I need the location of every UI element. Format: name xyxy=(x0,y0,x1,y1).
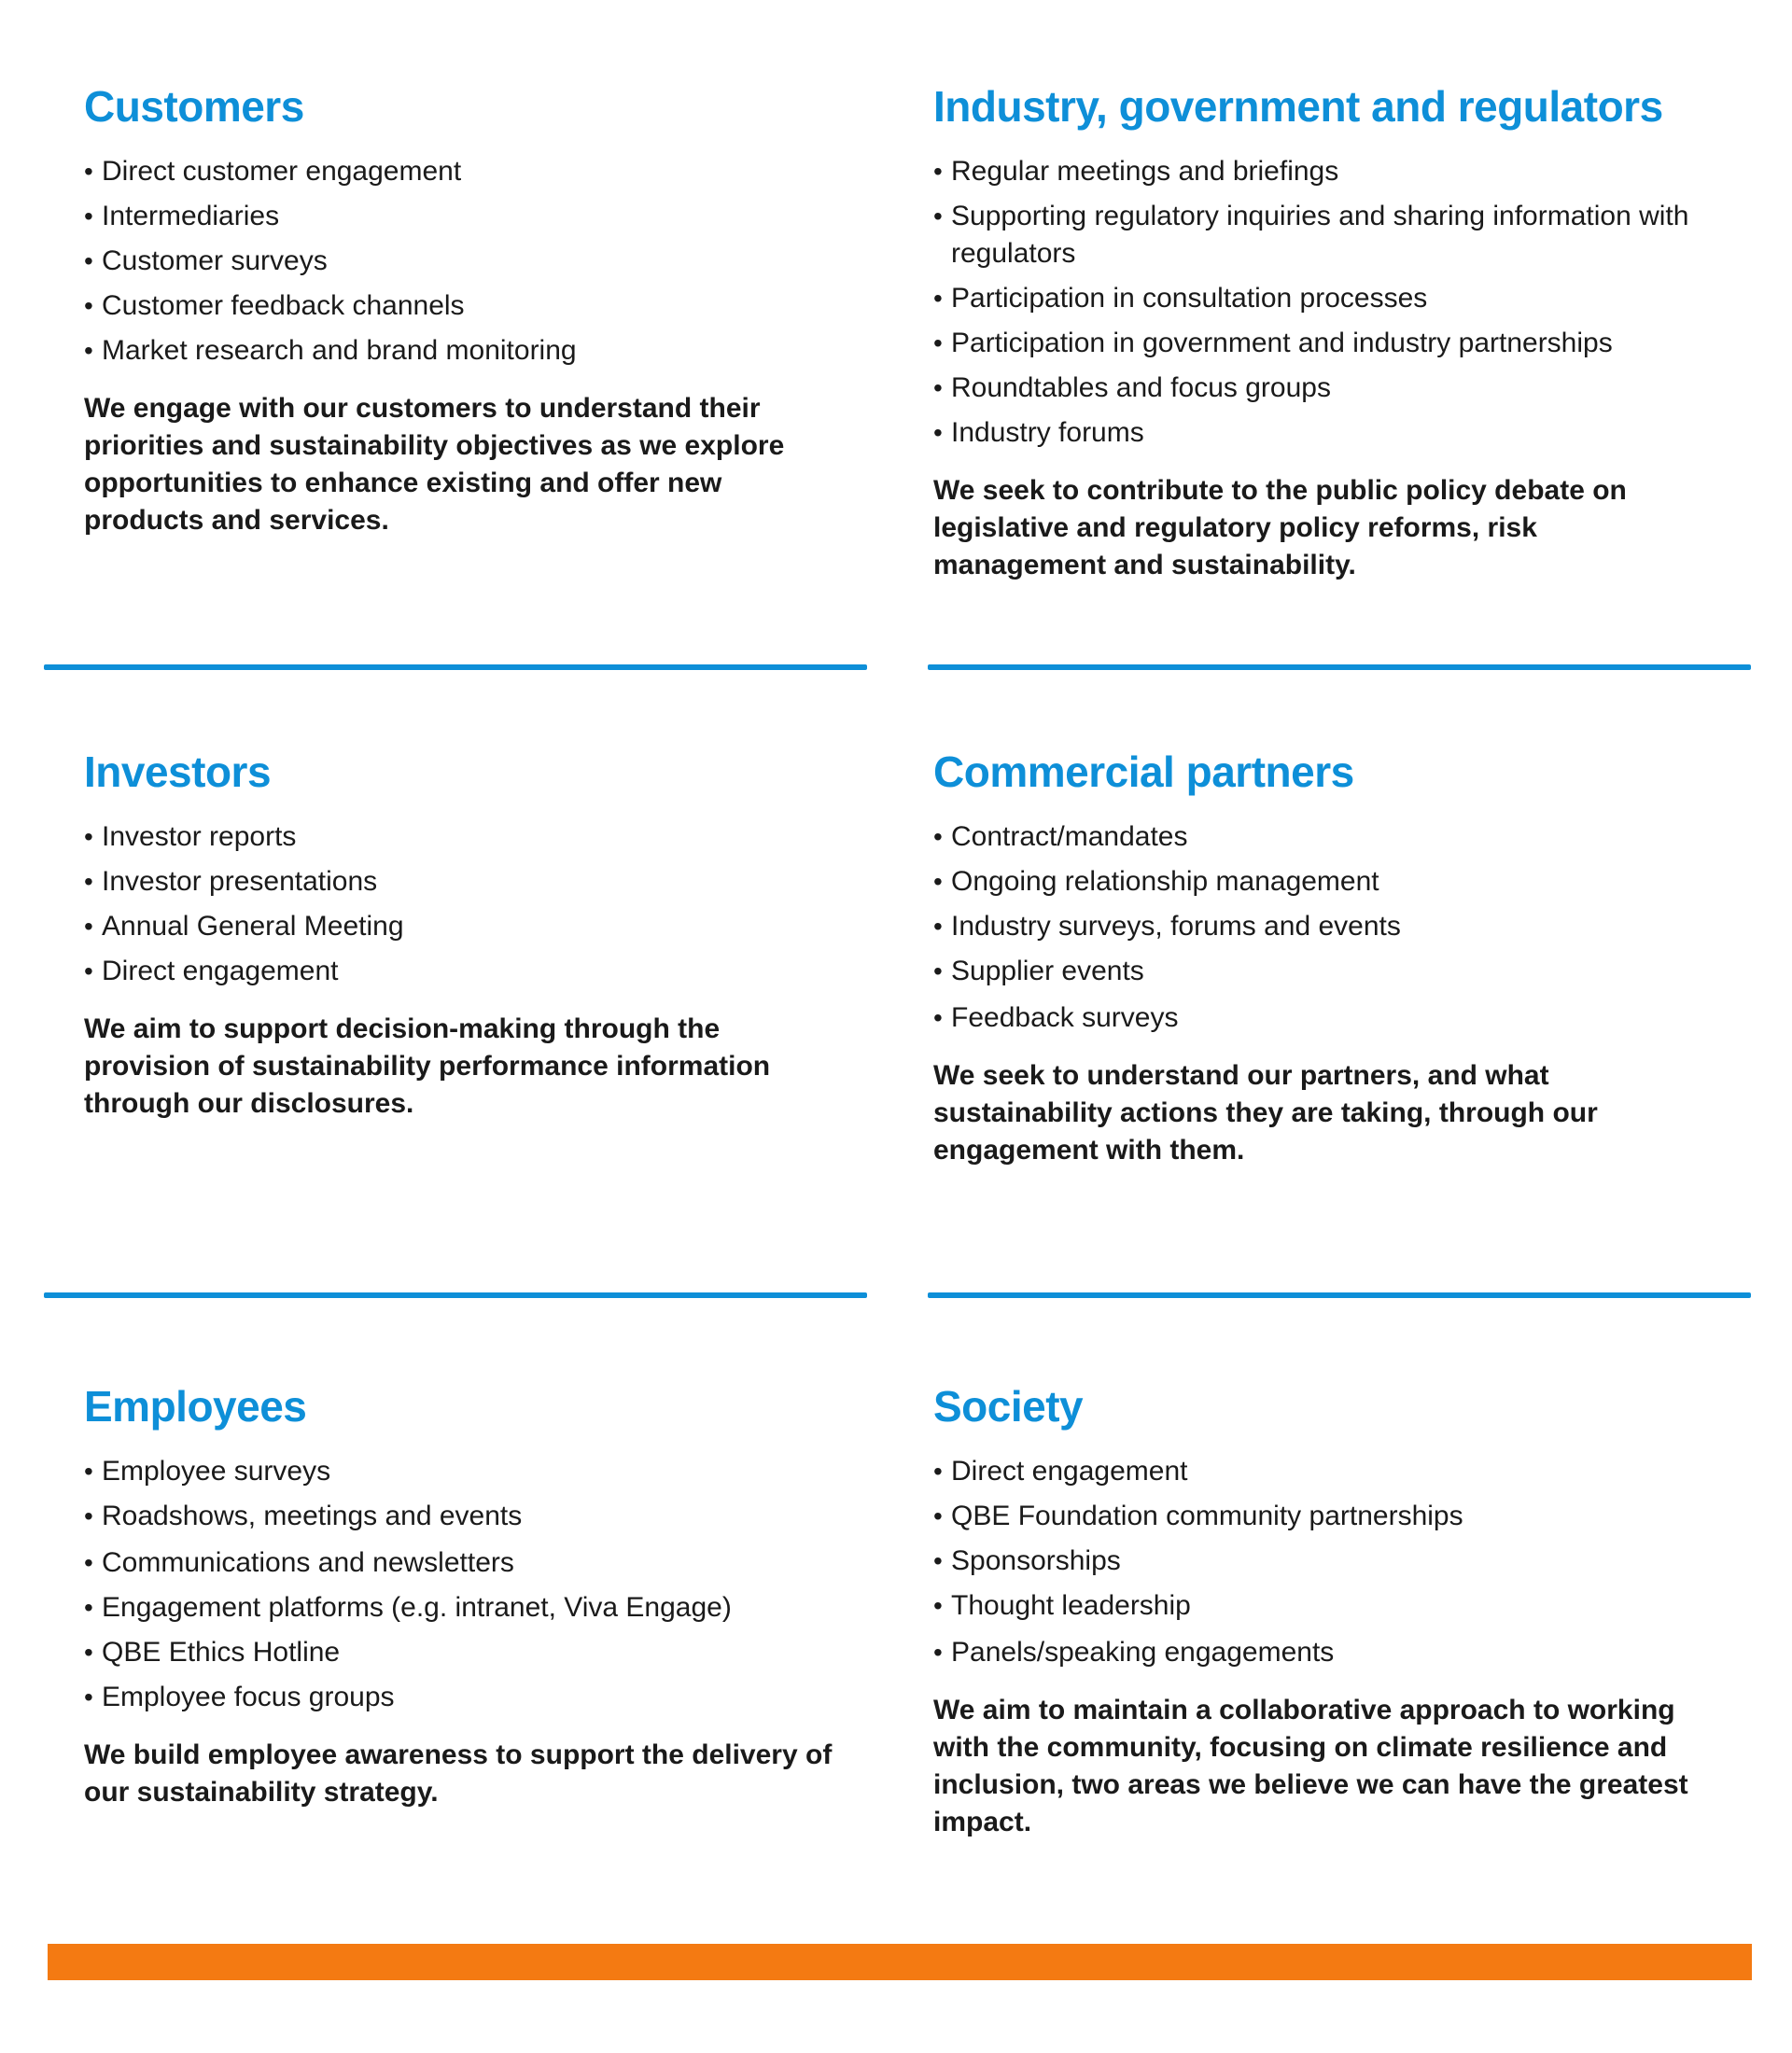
commercial-partners-section xyxy=(933,746,1708,1169)
list-item: • Participation in consultation processes xyxy=(933,280,1708,317)
list-item: • QBE Ethics Hotline xyxy=(84,1634,859,1671)
section-summary: We aim to maintain a collaborative approach to working with the community, focusing on climate resilience and inclusion, two areas we believe we can have the greatest impact. xyxy=(933,1695,1688,1837)
customers-section xyxy=(84,80,859,539)
list-item: • Engagement platforms (e.g. intranet, Viva Engage) xyxy=(84,1589,859,1627)
employees-section xyxy=(84,1380,859,1811)
list-item: • Investor reports xyxy=(84,818,859,856)
list-item: • Investor presentations xyxy=(84,863,859,901)
section-title: Investors xyxy=(84,747,272,796)
section-title: Employees xyxy=(84,1382,307,1431)
engagement-list xyxy=(84,818,859,990)
list-item: • Supplier events xyxy=(933,953,1708,990)
engagement-list xyxy=(933,1453,1708,1671)
engagement-list xyxy=(84,153,859,370)
list-item: • Customer surveys xyxy=(84,243,859,280)
list-item: • Supporting regulatory inquiries and sharing information with regulators xyxy=(933,198,1708,272)
section-title: Commercial partners xyxy=(933,747,1354,796)
engagement-list xyxy=(933,153,1708,452)
list-item: • Annual General Meeting xyxy=(84,908,859,945)
section-divider xyxy=(44,1292,867,1298)
section-divider xyxy=(44,664,867,670)
section-summary: We build employee awareness to support the delivery of our sustainability strategy. xyxy=(84,1739,833,1808)
engagement-list xyxy=(933,818,1708,1037)
list-item: • Industry surveys, forums and events xyxy=(933,908,1708,945)
list-item: • Regular meetings and briefings xyxy=(933,153,1708,190)
industry-section xyxy=(933,80,1708,584)
list-item: • Market research and brand monitoring xyxy=(84,332,859,370)
list-item: • Communications and newsletters xyxy=(84,1544,859,1582)
list-item: • Feedback surveys xyxy=(933,999,1708,1037)
society-section xyxy=(933,1380,1708,1841)
investors-section xyxy=(84,746,859,1123)
list-item: • Participation in government and industry partnerships xyxy=(933,325,1708,362)
list-item: • Roundtables and focus groups xyxy=(933,370,1708,407)
list-item: • Roadshows, meetings and events xyxy=(84,1498,859,1535)
engagement-list xyxy=(84,1453,859,1716)
list-item: • Intermediaries xyxy=(84,198,859,235)
list-item: • Contract/mandates xyxy=(933,818,1708,856)
list-item: • Industry forums xyxy=(933,414,1708,452)
list-item: • Ongoing relationship management xyxy=(933,863,1708,901)
section-title: Society xyxy=(933,1382,1084,1431)
list-item: • Customer feedback channels xyxy=(84,287,859,325)
list-item: • Panels/speaking engagements xyxy=(933,1634,1708,1671)
section-summary: We aim to support decision-making through the provision of sustainability performance information through our disclosures. xyxy=(84,1013,771,1119)
list-item: • Sponsorships xyxy=(933,1543,1708,1580)
list-item: • Direct engagement xyxy=(84,953,859,990)
list-item: • Direct engagement xyxy=(933,1453,1708,1490)
list-item: • Employee surveys xyxy=(84,1453,859,1490)
list-item: • Direct customer engagement xyxy=(84,153,859,190)
section-title: Customers xyxy=(84,82,304,131)
section-summary: We seek to understand our partners, and what sustainability actions they are taking, through our engagement with them. xyxy=(933,1060,1598,1166)
section-summary: We seek to contribute to the public policy debate on legislative and regulatory policy reforms, risk management and sustainability. xyxy=(933,475,1627,580)
list-item: • Employee focus groups xyxy=(84,1679,859,1716)
list-item: • Thought leadership xyxy=(933,1587,1708,1625)
section-title: Industry, government and regulators xyxy=(933,82,1663,131)
section-divider xyxy=(928,1292,1751,1298)
footer-accent-bar xyxy=(48,1944,1752,1980)
section-divider xyxy=(928,664,1751,670)
section-summary: We engage with our customers to understand their priorities and sustainability objectives as we explore opportunities to enhance existing and offer new products and services. xyxy=(84,393,785,536)
list-item: • QBE Foundation community partnerships xyxy=(933,1498,1708,1535)
